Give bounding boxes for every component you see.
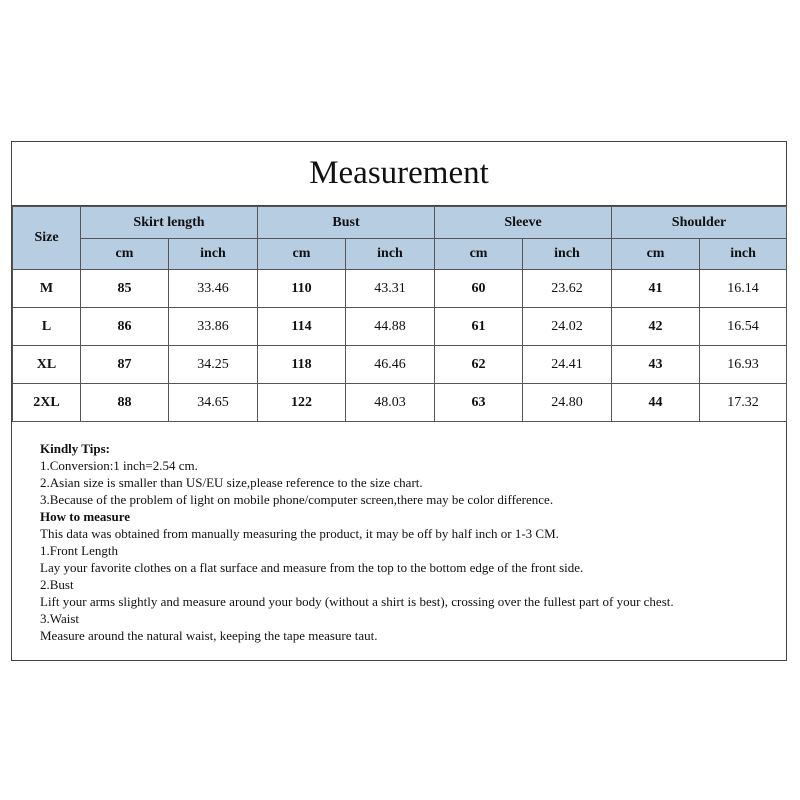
table-header-row (13, 207, 787, 239)
table-row (13, 308, 787, 346)
table-cell: 34.25 (169, 346, 258, 384)
table-cell: 88 (81, 384, 169, 422)
tips-section (40, 440, 780, 644)
table-cell: 63 (435, 384, 523, 422)
size-cell: M (13, 270, 81, 308)
measure-line: 1.Front Length (40, 543, 118, 558)
chart-title: Measurement (12, 142, 786, 206)
table-cell: 87 (81, 346, 169, 384)
unit-header: cm (435, 239, 523, 270)
table-cell: 118 (258, 346, 346, 384)
how-to-measure-heading: How to measure (40, 509, 131, 524)
unit-header-row (13, 239, 787, 270)
size-cell: L (13, 308, 81, 346)
measure-line: This data was obtained from manually measuring the product, it may be off by half inch or 1-3 CM. (40, 526, 559, 541)
measure-line: 2.Bust (40, 577, 74, 592)
unit-header: inch (523, 239, 612, 270)
table-cell: 62 (435, 346, 523, 384)
unit-header: cm (81, 239, 169, 270)
table-cell: 43 (612, 346, 700, 384)
table-row (13, 270, 787, 308)
measure-line: Measure around the natural waist, keeping the tape measure taut. (40, 628, 378, 643)
table-cell: 16.54 (700, 308, 787, 346)
size-header: Size (13, 207, 81, 270)
table-cell: 122 (258, 384, 346, 422)
table-cell: 34.65 (169, 384, 258, 422)
table-cell: 61 (435, 308, 523, 346)
unit-header: cm (258, 239, 346, 270)
table-cell: 24.80 (523, 384, 612, 422)
unit-header: cm (612, 239, 700, 270)
table-cell: 33.46 (169, 270, 258, 308)
kindly-tips-heading: Kindly Tips: (40, 441, 110, 456)
table-cell: 44.88 (346, 308, 435, 346)
table-cell: 23.62 (523, 270, 612, 308)
unit-header: inch (700, 239, 787, 270)
table-cell: 60 (435, 270, 523, 308)
size-chart-frame (11, 141, 787, 661)
table-cell: 48.03 (346, 384, 435, 422)
table-cell: 46.46 (346, 346, 435, 384)
tip-line: 1.Conversion:1 inch=2.54 cm. (40, 458, 198, 473)
table-cell: 110 (258, 270, 346, 308)
table-cell: 24.02 (523, 308, 612, 346)
group-header-skirt-length: Skirt length (81, 207, 258, 239)
table-cell: 42 (612, 308, 700, 346)
unit-header: inch (169, 239, 258, 270)
measure-line: 3.Waist (40, 611, 80, 626)
table-cell: 85 (81, 270, 169, 308)
group-header-shoulder: Shoulder (612, 207, 787, 239)
table-row (13, 384, 787, 422)
table-cell: 16.93 (700, 346, 787, 384)
tip-line: 2.Asian size is smaller than US/EU size,please reference to the size chart. (40, 475, 423, 490)
size-table (12, 206, 787, 422)
group-header-bust: Bust (258, 207, 435, 239)
group-header-sleeve: Sleeve (435, 207, 612, 239)
table-cell: 41 (612, 270, 700, 308)
measure-line: Lift your arms slightly and measure around your body (without a shirt is best), crossing over the fullest part of your chest. (40, 594, 674, 609)
table-cell: 16.14 (700, 270, 787, 308)
table-cell: 33.86 (169, 308, 258, 346)
measure-line: Lay your favorite clothes on a flat surface and measure from the top to the bottom edge of the front side. (40, 560, 584, 575)
size-cell: 2XL (13, 384, 81, 422)
table-cell: 44 (612, 384, 700, 422)
table-cell: 24.41 (523, 346, 612, 384)
unit-header: inch (346, 239, 435, 270)
table-cell: 114 (258, 308, 346, 346)
table-cell: 17.32 (700, 384, 787, 422)
size-cell: XL (13, 346, 81, 384)
table-cell: 86 (81, 308, 169, 346)
table-cell: 43.31 (346, 270, 435, 308)
tip-line: 3.Because of the problem of light on mobile phone/computer screen,there may be color difference. (40, 492, 554, 507)
table-row (13, 346, 787, 384)
